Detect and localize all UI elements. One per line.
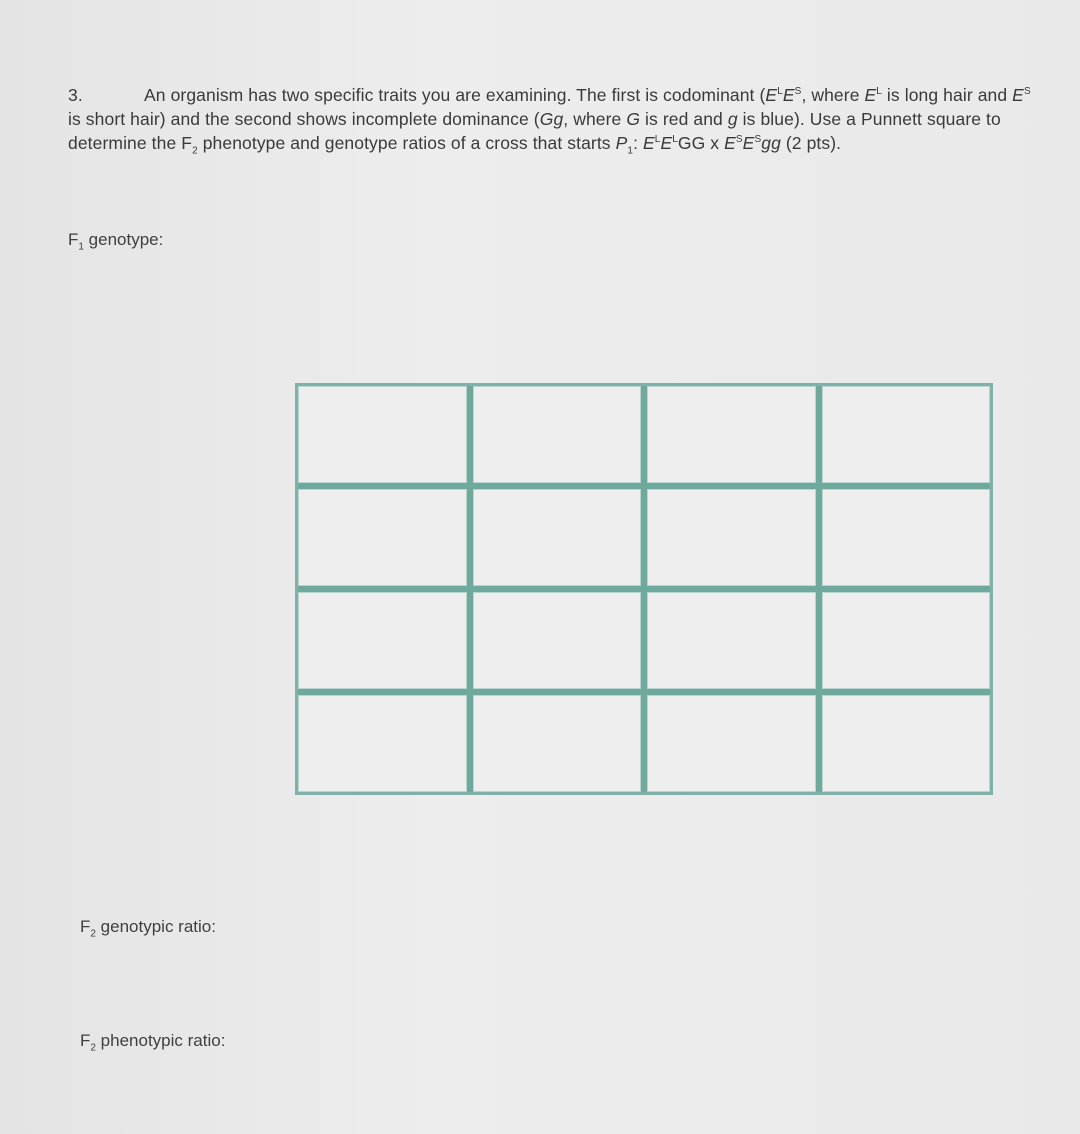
punnett-cell-r2c2[interactable] [473,489,642,586]
punnett-cell-r1c4[interactable] [822,386,991,483]
question-number: 3. [68,85,83,105]
punnett-cell-r2c3[interactable] [647,489,816,586]
punnett-cell-r3c1[interactable] [298,592,467,689]
punnett-cell-r2c1[interactable] [298,489,467,586]
punnett-cell-r4c2[interactable] [473,695,642,792]
parent-cross: $E^LE^LGG$ x $E^SE^Sgg$ [643,133,781,153]
punnett-cell-r3c2[interactable] [473,592,642,689]
punnett-cell-r1c2[interactable] [473,386,642,483]
punnett-cell-r2c4[interactable] [822,489,991,586]
punnett-cell-r4c3[interactable] [647,695,816,792]
punnett-square [295,383,993,795]
punnett-cell-r3c4[interactable] [822,592,991,689]
punnett-cell-r4c4[interactable] [822,695,991,792]
question-3-text: 3. An organism has two specific traits you are examining. The first is codominant ($E^LE^S$, where $E^L$ is long hair and $E^S$ is short hair) and the second shows incomplete dominance (Gg, where G is red and g is blue). Use a Punnett square to determine the $F_2$ phenotype and genotype ratios of a cross that starts $P_1$: $E^LE^LGG$ x $E^SE^Sgg$ (2 pts). [68,85,1031,157]
f2-phenotypic-ratio-label: $F_2$ phenotypic ratio: [80,1031,226,1054]
punnett-cell-r1c1[interactable] [298,386,467,483]
punnett-cell-r4c1[interactable] [298,695,467,792]
f2-genotypic-ratio-label: $F_2$ genotypic ratio: [80,917,216,940]
punnett-cell-r1c3[interactable] [647,386,816,483]
punnett-cell-r3c3[interactable] [647,592,816,689]
f1-genotype-label: $F_1$ genotype: [68,230,164,253]
